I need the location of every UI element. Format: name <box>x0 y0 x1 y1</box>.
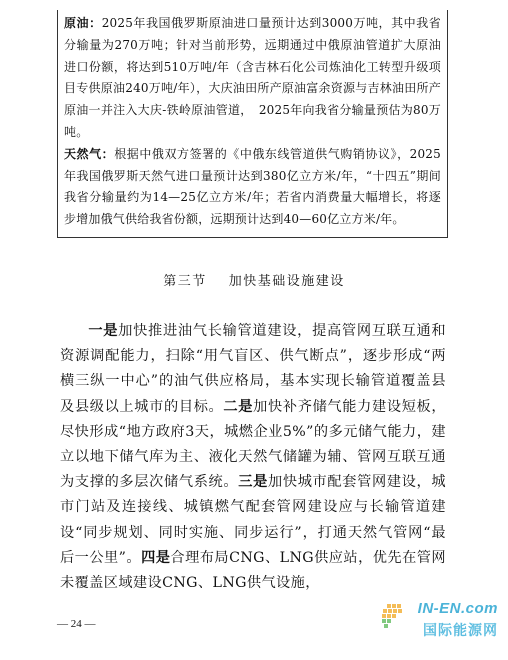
point-3-label: 三是 <box>238 474 268 491</box>
point-4-text: 合理布局CNG、LNG供应站，优先在管网未覆盖区域建设CNG、LNG供气设施， <box>60 549 447 592</box>
watermark-site: IN-EN.com <box>417 600 498 617</box>
section-title: 加快基础设施建设 <box>228 274 345 289</box>
point-3-text: 加快城市配套管网建设，城市门站及连接线、城镇燃气配套管网建设应与长输管道建设“同步规划、同时实施、同步运行”，打通天然气管网“最后一公里”。 <box>60 474 446 566</box>
watermark-name: 国际能源网 <box>423 623 498 639</box>
natural-gas-text: 根据中俄双方签署的《中俄东线管道供气购销协议》，2025年我国俄罗斯天然气进口量预计达到380亿立方米/年，“十四五”期间我省分输量约为14—25亿立方米/年；若省内消费量大幅增长，将逐步增加俄气供给我省份额，远期预计达到40—60亿立方米/年。 <box>64 146 441 227</box>
main-paragraph <box>60 319 446 596</box>
natural-gas-paragraph <box>64 144 441 231</box>
section-number: 第三节 <box>163 274 207 289</box>
solar-panel-icon <box>378 602 408 632</box>
crude-oil-text: 2025年我国俄罗斯原油进口量预计达到3000万吨，其中我省分输量为270万吨；针对当前形势，远期通过中俄原油管道扩大原油进口份额，将达到510万吨/年（含吉林石化公司炼油化工转型升级项目专供原油240万吨/年），大庆油田所产原油富余资源与吉林油田所产原油一并注入大庆-铁岭原油管道， 2025年向我省分输量预估为80万吨。 <box>64 16 441 139</box>
watermark-logo <box>378 596 498 654</box>
page-number: — 24 — <box>57 618 96 630</box>
point-1-text: 加快推进油气长输管道建设，提高管网互联互通和资源调配能力，扫除“用气盲区、供气断点”，逐步形成“两横三纵一中心”的油气供应格局，基本实现长输管道覆盖县及县级以上城市的目标。 <box>60 323 446 415</box>
crude-oil-paragraph <box>64 13 441 144</box>
point-1-label: 一是 <box>88 323 119 339</box>
point-4-label: 四是 <box>141 549 171 566</box>
natural-gas-label: 天然气： <box>64 146 115 161</box>
quoted-box <box>57 10 448 238</box>
section-heading <box>0 270 508 289</box>
crude-oil-label: 原油： <box>64 16 102 30</box>
point-2-text: 加快补齐储气能力建设短板，尽快形成“地方政府3天，城燃企业5%”的多元储气能力，建立以地下储气库为主、液化天然气储罐为辅、管网互联互通为支撑的多层次储气系统。 <box>60 398 446 491</box>
point-2-label: 二是 <box>223 398 254 415</box>
